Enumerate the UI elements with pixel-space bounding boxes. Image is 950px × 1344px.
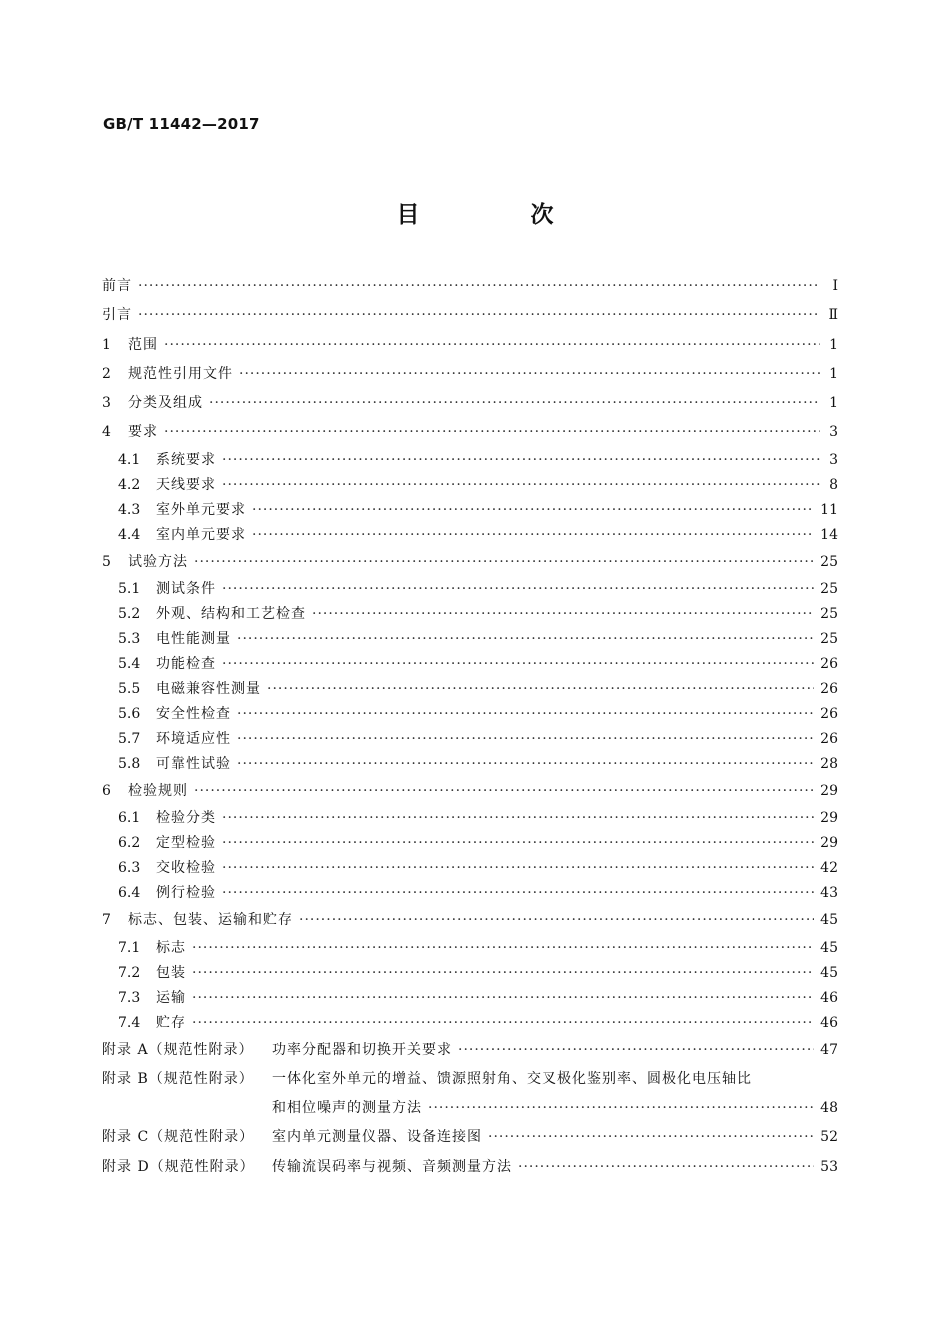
toc-appendix-c[interactable] [102,1123,838,1152]
toc-entry-number: 5 [102,553,111,570]
toc-appendix-d[interactable] [102,1153,838,1182]
toc-entry-page: 11 [820,501,838,518]
appendix-label: 附录 D（规范性附录） [102,1158,255,1175]
toc-entry-6[interactable] [102,777,838,806]
toc-entry-label: 贮存 [156,1014,186,1031]
toc-entry-number: 6.2 [118,835,141,852]
toc-entry-page: 25 [820,581,838,598]
toc-entry-page: 53 [820,1158,838,1175]
toc-entry-7-1[interactable] [102,936,838,961]
toc-entry-page: 46 [820,1014,838,1031]
leader-dots [164,418,820,447]
toc-entry-page: Ⅰ [832,278,838,294]
toc-entry-4-3[interactable] [102,498,838,523]
toc-entry-number: 1 [102,336,111,353]
toc-entry-number: 4.4 [118,526,141,543]
toc-entry-page: 43 [820,885,838,902]
toc-entry-number: 7 [102,912,111,929]
leader-dots [222,577,814,602]
toc-entry-page: 25 [820,553,838,570]
toc-entry-number: 7.1 [118,939,141,956]
toc-entry-number: 5.5 [118,681,141,698]
leader-dots [428,1094,814,1123]
toc-appendix-a[interactable] [102,1036,838,1065]
toc-entry-page: 47 [820,1041,838,1058]
toc-entry-label: 室外单元要求 [156,501,246,518]
toc-entry-foreword[interactable] [102,272,838,301]
toc-entry-3[interactable] [102,389,838,418]
appendix-title-continued: 和相位噪声的测量方法 [272,1100,422,1117]
leader-dots [138,272,820,301]
toc-entry-label: 标志、包装、运输和贮存 [128,912,293,929]
toc-entry-label: 要求 [128,424,158,441]
toc-entry-page: 45 [820,912,838,929]
leader-dots [192,936,814,961]
toc-entry-6-3[interactable] [102,856,838,881]
toc-entry-6-4[interactable] [102,881,838,906]
leader-dots [222,652,814,677]
appendix-title: 传输流误码率与视频、音频测量方法 [272,1158,512,1175]
toc-entry-7-3[interactable] [102,986,838,1011]
toc-entry-6-2[interactable] [102,831,838,856]
toc-entry-label: 外观、结构和工艺检查 [156,606,306,623]
toc-entry-number: 7.2 [118,964,141,981]
toc-entry-label: 检验规则 [128,783,188,800]
leader-dots [488,1123,814,1152]
toc-entry-page: Ⅱ [828,307,838,324]
leader-dots [194,548,814,577]
leader-dots [312,602,814,627]
toc-entry-label: 环境适应性 [156,731,231,748]
leader-dots [164,331,820,360]
toc-entry-page: 25 [820,631,838,648]
toc-entry-number: 6 [102,783,111,800]
toc-entry-label: 标志 [156,939,186,956]
toc-entry-page: 29 [820,810,838,827]
toc-entry-introduction[interactable] [102,301,838,330]
toc-entry-number: 4 [102,424,111,441]
toc-appendix-b-continued[interactable] [102,1094,838,1123]
toc-entry-1[interactable] [102,331,838,360]
leader-dots [252,498,814,523]
toc-entry-5[interactable] [102,548,838,577]
toc-entry-page: 52 [820,1129,838,1146]
toc-entry-2[interactable] [102,360,838,389]
toc-entry-number: 6.3 [118,860,141,877]
toc-entry-page: 48 [820,1100,838,1117]
toc-entry-number: 5.1 [118,581,141,598]
toc-entry-number: 4.3 [118,501,141,518]
leader-dots [194,777,814,806]
toc-entry-5-6[interactable] [102,702,838,727]
leader-dots [192,961,814,986]
toc-entry-page: 3 [829,424,838,441]
leader-dots [192,986,814,1011]
toc-entry-page: 28 [820,756,838,773]
toc-entry-number: 6.1 [118,810,141,827]
toc-entry-number: 4.1 [118,451,141,468]
toc-entry-page: 42 [820,860,838,877]
toc-entry-label: 引言 [102,307,132,324]
toc-entry-5-5[interactable] [102,677,838,702]
toc-entry-number: 3 [102,395,111,412]
toc-entry-number: 4.2 [118,476,141,493]
toc-entry-page: 46 [820,989,838,1006]
toc-entry-4-2[interactable] [102,473,838,498]
toc-entry-page: 1 [829,365,838,382]
toc-entry-label: 安全性检查 [156,706,231,723]
leader-dots [222,473,820,498]
leader-dots [518,1153,814,1182]
leader-dots [222,448,820,473]
toc-entry-page: 26 [820,681,838,698]
toc-entry-label: 分类及组成 [128,395,203,412]
toc-entry-7-2[interactable] [102,961,838,986]
toc-entry-number: 7.3 [118,989,141,1006]
toc-entry-number: 7.4 [118,1014,141,1031]
toc-entry-label: 天线要求 [156,476,216,493]
leader-dots [299,906,814,935]
toc-entry-5-2[interactable] [102,602,838,627]
leader-dots [209,389,820,418]
toc-entry-page: 1 [829,395,838,412]
toc-entry-number: 5.6 [118,706,141,723]
leader-dots [267,677,814,702]
toc-entry-6-1[interactable] [102,806,838,831]
toc-entry-label: 系统要求 [156,451,216,468]
toc-entry-label: 包装 [156,964,186,981]
page-title: 目 次 [396,202,598,228]
toc-entry-page: 25 [820,606,838,623]
table-of-contents [102,272,838,1182]
appendix-title: 功率分配器和切换开关要求 [272,1041,452,1058]
appendix-title: 室内单元测量仪器、设备连接图 [272,1129,482,1146]
appendix-title: 一体化室外单元的增益、馈源照射角、交叉极化鉴别率、圆极化电压轴比 [272,1070,752,1087]
toc-entry-page: 26 [820,731,838,748]
leader-dots [239,360,820,389]
toc-appendix-b[interactable] [102,1065,838,1094]
toc-entry-number: 6.4 [118,885,141,902]
toc-entry-label: 功能检查 [156,656,216,673]
toc-entry-5-8[interactable] [102,752,838,777]
toc-entry-5-4[interactable] [102,652,838,677]
leader-dots [222,831,814,856]
toc-entry-label: 前言 [102,278,132,294]
toc-entry-label: 交收检验 [156,860,216,877]
leader-dots [237,752,814,777]
toc-entry-page: 29 [820,835,838,852]
leader-dots [237,727,814,752]
toc-entry-7[interactable] [102,906,838,935]
toc-entry-page: 1 [829,336,838,353]
toc-entry-number: 5.7 [118,731,141,748]
toc-entry-number: 5.4 [118,656,141,673]
leader-dots [458,1036,814,1065]
leader-dots [192,1011,814,1036]
leader-dots [252,523,814,548]
toc-entry-label: 运输 [156,989,186,1006]
toc-entry-page: 3 [829,451,838,468]
toc-entry-label: 检验分类 [156,810,216,827]
leader-dots [237,627,814,652]
toc-entry-4[interactable] [102,418,838,447]
toc-entry-page: 45 [820,939,838,956]
toc-entry-5-7[interactable] [102,727,838,752]
toc-entry-5-3[interactable] [102,627,838,652]
toc-entry-label: 测试条件 [156,581,216,598]
toc-entry-4-1[interactable] [102,448,838,473]
toc-entry-label: 电性能测量 [156,631,231,648]
toc-entry-page: 14 [820,526,838,543]
leader-dots [222,856,814,881]
toc-entry-page: 26 [820,656,838,673]
toc-entry-page: 8 [829,476,838,493]
standard-code: GB/T 11442—2017 [103,115,260,133]
appendix-label: 附录 A（规范性附录） [102,1041,254,1058]
toc-entry-number: 5.8 [118,756,141,773]
leader-dots [138,301,820,330]
toc-entry-label: 规范性引用文件 [128,365,233,382]
toc-entry-label: 定型检验 [156,835,216,852]
toc-entry-label: 例行检验 [156,885,216,902]
leader-dots [222,881,814,906]
toc-entry-page: 45 [820,964,838,981]
toc-entry-number: 2 [102,365,111,382]
toc-entry-label: 范围 [128,336,158,353]
appendix-label: 附录 B（规范性附录） [102,1070,254,1087]
toc-entry-number: 5.3 [118,631,141,648]
toc-entry-label: 电磁兼容性测量 [156,681,261,698]
toc-entry-page: 29 [820,783,838,800]
toc-entry-7-4[interactable] [102,1011,838,1036]
toc-entry-4-4[interactable] [102,523,838,548]
toc-entry-label: 可靠性试验 [156,756,231,773]
toc-entry-number: 5.2 [118,606,141,623]
toc-entry-5-1[interactable] [102,577,838,602]
toc-entry-label: 室内单元要求 [156,526,246,543]
leader-dots [237,702,814,727]
toc-entry-page: 26 [820,706,838,723]
leader-dots [222,806,814,831]
toc-entry-label: 试验方法 [128,553,188,570]
appendix-label: 附录 C（规范性附录） [102,1129,255,1146]
